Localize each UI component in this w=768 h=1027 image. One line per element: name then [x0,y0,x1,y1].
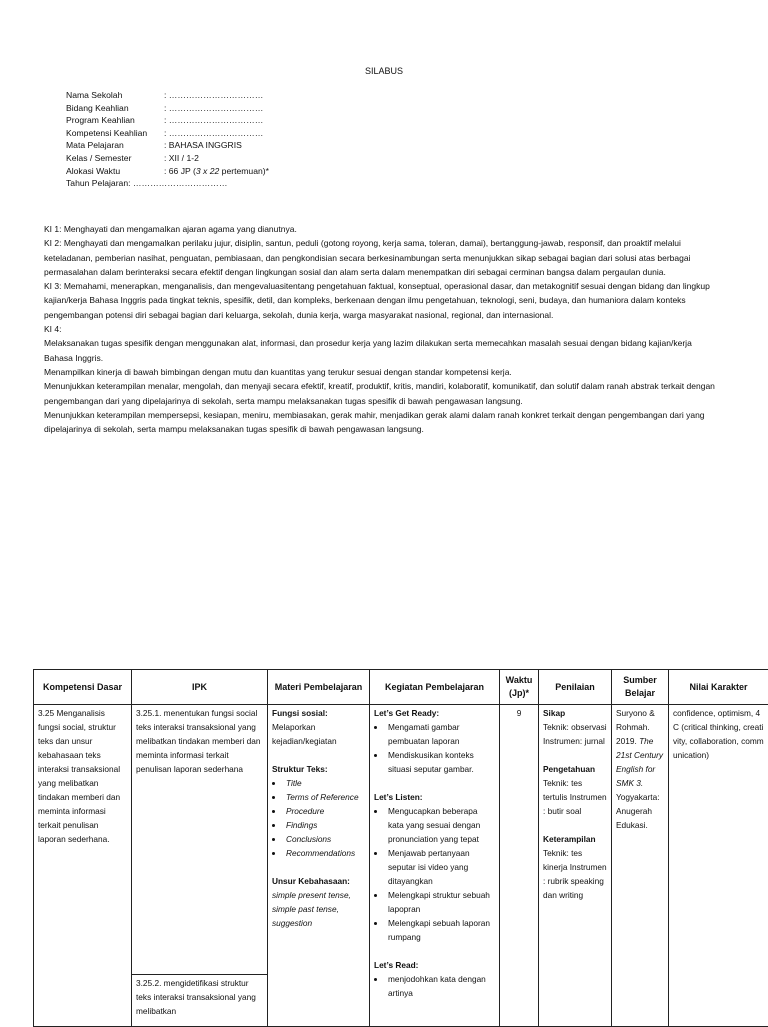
identity-value: : BAHASA INGGRIS [164,139,242,152]
penilaian-sikap-heading: Sikap [543,706,607,720]
materi-fungsi-heading: Fungsi sosial: [272,706,365,720]
identity-row-program-keahlian [66,114,269,127]
materi-fungsi-text: Melaporkan kejadian/kegiatan [272,720,365,748]
list-item: • Procedure [284,804,365,818]
identity-label: Mata Pelajaran [66,139,164,152]
table-header-row [34,670,768,705]
list-item: • Melengkapi sebuah laporan rumpang [386,916,495,944]
kompetensi-inti-section [44,222,716,436]
materi-unsur-heading: Unsur Kebahasaan: [272,874,365,888]
identity-row-mata-pelajaran [66,139,269,152]
ipk-item: 3.25.2. mengidetifikasi struktur teks interaksi transaksional yang melibatkan [132,975,267,1019]
document-title: SILABUS [0,66,768,76]
cell-materi-pembelajaran [268,705,370,1027]
cell-nilai-karakter: confidence, optimism, 4C (critical thinking, creativity, collaboration, communication) [669,705,768,1027]
kegiatan-listen-list [374,804,495,944]
identity-row-kompetensi-keahlian [66,127,269,140]
header-materi-pembelajaran: Materi Pembelajaran [268,670,370,705]
identity-block [66,89,269,190]
identity-value: : XII / 1-2 [164,152,199,165]
identity-label: Tahun Pelajaran [66,177,128,190]
identity-label: Program Keahlian [66,114,164,127]
identity-row-nama-sekolah [66,89,269,102]
list-item: • Title [284,776,365,790]
list-item: • Recommendations [284,846,365,860]
identity-row-alokasi-waktu [66,165,269,178]
list-item: • Melengkapi struktur sebuah lapopran [386,888,495,916]
list-item: • Menjawab pertanyaan seputar isi video yang ditayangkan [386,846,495,888]
penilaian-pengetahuan-text: Teknik: tes tertulis Instrumen : butir soal [543,776,607,818]
penilaian-keterampilan-heading: Keterampilan [543,832,607,846]
cell-sumber-belajar: Suryono & Rohmah. 2019. The 21st Century English for SMK 3. Yogyakarta: Anugerah Edukasi. [612,705,669,1027]
penilaian-pengetahuan-heading: Pengetahuan [543,762,607,776]
ki-4-paragraph: Melaksanakan tugas spesifik dengan menggunakan alat, informasi, dan prosedur kerja yang lazim dilakukan serta memecahkan masalah sesuai dengan bidang kajian/kerja Bahasa Inggris. [44,336,716,365]
ki-4-paragraph: Menunjukkan keterampilan mempersepsi, kesiapan, meniru, membiasakan, gerak mahir, menjadikan gerak alami dalam ranah konkret terkait dengan pengembangan dari yang dipelajarinya di sekolah, serta mampu melaksanakan tugas spesifik di bawah pengawasan langsung. [44,408,716,437]
penilaian-sikap-text: Teknik: observasi Instrumen: jurnal [543,720,607,748]
kegiatan-read-heading: Let’s Read: [374,958,495,972]
header-nilai-karakter: Nilai Karakter [669,670,768,705]
identity-value: : …………………………… [164,102,263,115]
ki-2: KI 2: Menghayati dan mengamalkan perilaku jujur, disiplin, santun, peduli (gotong royong, kerja sama, toleran, damai), bertanggung-jawab, responsif, dan proaktif melalui keteladanan, pemberian nasihat, penguatan, pembiasaan, dan pengkondisian secara berkesinambungan serta menunjukkan sikap sebagai bagian dari solusi atas berbagai permasalahan dalam berinteraksi secara efektif dengan lingkungan sosial dan alam serta dalam menempatkan diri sebagai cerminan bangsa dalam pergaulan dunia. [44,236,716,279]
identity-row-kelas-semester [66,152,269,165]
kegiatan-read-list [374,972,495,1000]
ki-4-paragraph: Menampilkan kinerja di bawah bimbingan dengan mutu dan kuantitas yang terukur sesuai dengan standar kompetensi kerja. [44,365,716,379]
kegiatan-ready-heading: Let’s Get Ready: [374,706,495,720]
kegiatan-listen-heading: Let’s Listen: [374,790,495,804]
header-waktu: Waktu (Jp)* [500,670,539,705]
list-item: • menjodohkan kata dengan artinya [386,972,495,1000]
header-sumber-belajar: Sumber Belajar [612,670,669,705]
materi-struktur-list [272,776,365,860]
ki-1: KI 1: Menghayati dan mengamalkan ajaran agama yang dianutnya. [44,222,716,236]
identity-value: : …………………………… [164,114,263,127]
identity-row-tahun-pelajaran [66,177,269,190]
ki-4-paragraph: Menunjukkan keterampilan menalar, mengolah, dan menyaji secara efektif, kreatif, produktif, kritis, mandiri, kolaboratif, komunikatif, dan solutif dalam ranah abstrak terkait dengan pengembangan dari yang dipelajarinya di sekolah, serta mampu melaksanakan tugas spesifik di bawah pengawasan langsung. [44,379,716,408]
penilaian-keterampilan-text: Teknik: tes kinerja Instrumen : rubrik speaking dan writing [543,846,607,902]
list-item: • Terms of Reference [284,790,365,804]
identity-value: : 66 JP (3 x 22 pertemuan)* [164,165,269,178]
ki-4-heading: KI 4: [44,322,716,336]
table-row [34,705,768,1027]
identity-label: Nama Sekolah [66,89,164,102]
header-kegiatan-pembelajaran: Kegiatan Pembelajaran [370,670,500,705]
cell-kompetensi-dasar: 3.25 Menganalisis fungsi social, struktur teks dan unsur kebahasaan teks interaksi transaksional yang melibatkan tindakan memberi dan meminta informasi terkait penulisan laporan sederhana. [34,705,132,1027]
header-kompetensi-dasar: Kompetensi Dasar [34,670,132,705]
list-item: • Findings [284,818,365,832]
header-ipk: IPK [132,670,268,705]
list-item: • Mengucapkan beberapa kata yang sesuai dengan pronunciation yang tepat [386,804,495,846]
identity-value: : …………………………… [164,127,263,140]
cell-kegiatan-pembelajaran [370,705,500,1027]
identity-label: Kompetensi Keahlian [66,127,164,140]
list-item: • Conclusions [284,832,365,846]
list-item: • Mendiskusikan konteks situasi seputar gambar. [386,748,495,776]
identity-label: Kelas / Semester [66,152,164,165]
ipk-item: 3.25.1. menentukan fungsi social teks interaksi transaksional yang melibatkan tindakan memberi dan meminta informasi terkait penulisan laporan sederhana [132,705,267,975]
identity-value: : …………………………… [164,89,263,102]
header-penilaian: Penilaian [539,670,612,705]
cell-waktu: 9 [500,705,539,1027]
identity-label: Bidang Keahlian [66,102,164,115]
silabus-table [33,669,768,1027]
materi-struktur-heading: Struktur Teks: [272,762,365,776]
cell-penilaian [539,705,612,1027]
cell-ipk [132,705,268,1027]
identity-row-bidang-keahlian [66,102,269,115]
materi-unsur-text: simple present tense, simple past tense, suggestion [272,888,365,930]
identity-value: : …………………………… [128,177,227,190]
identity-label: Alokasi Waktu [66,165,164,178]
ki-3: KI 3: Memahami, menerapkan, menganalisis, dan mengevaluasitentang pengetahuan faktual, konseptual, operasional dasar, dan metakognitif sesuai dengan bidang dan lingkup kajian/kerja Bahasa Inggris pada tingkat teknis, spesifik, detil, dan kompleks, berkenaan dengan ilmu pengetahuan, teknologi, seni, budaya, dan humaniora dalam konteks pengembangan potensi diri sebagai bagian dari keluarga, sekolah, dunia kerja, warga masyarakat nasional, regional, dan internasional. [44,279,716,322]
kegiatan-ready-list [374,720,495,776]
list-item: • Mengamati gambar pembuatan laporan [386,720,495,748]
